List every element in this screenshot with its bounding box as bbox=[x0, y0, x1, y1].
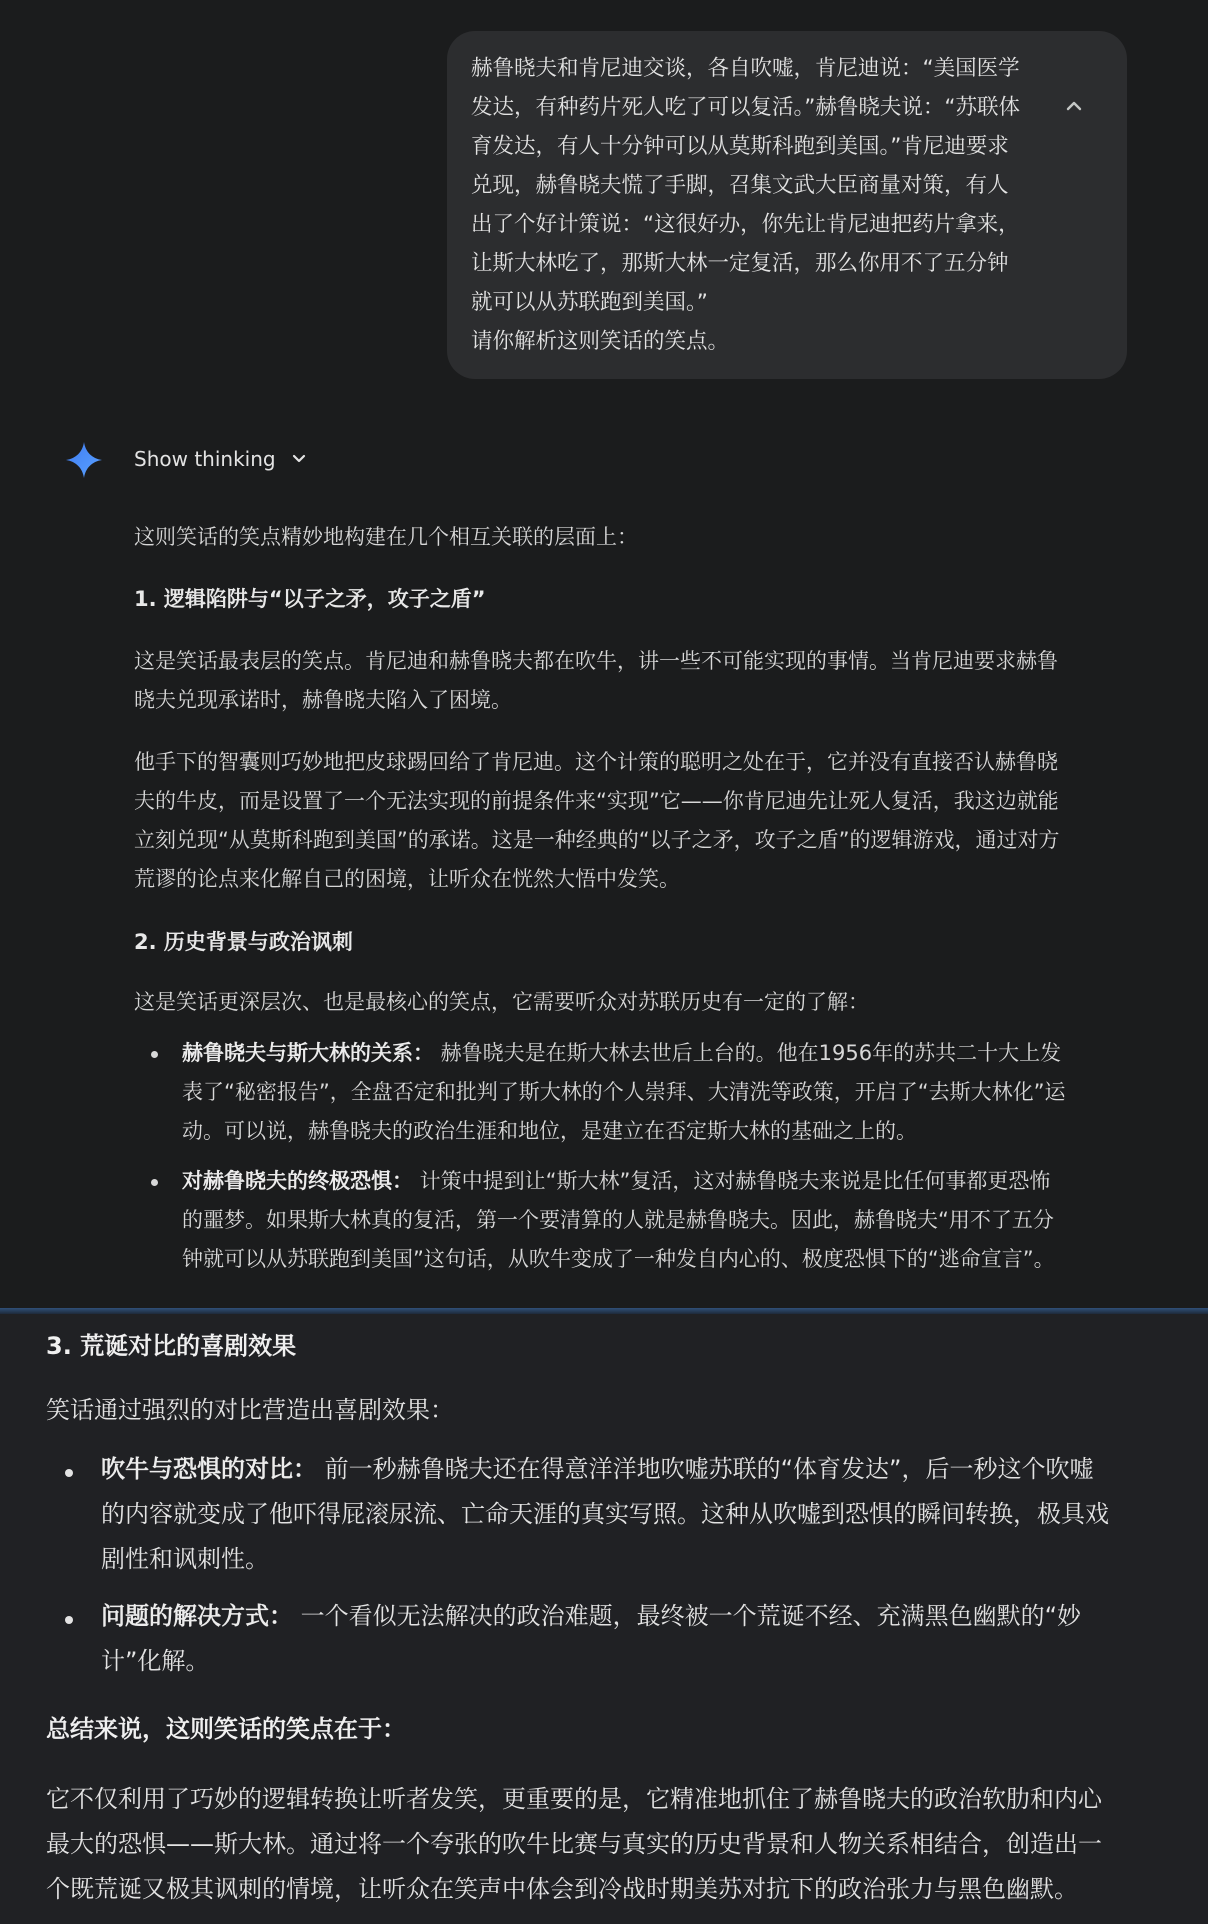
bullet-text: 计策中提到让“斯大林”复活，这对赫鲁晓夫来说是比任何事都更恐怖 bbox=[413, 1169, 1051, 1193]
answer-intro bbox=[134, 518, 1124, 557]
user-message-line: 让斯大林吃了，那斯大林一定复活，那么你用不了五分钟 bbox=[471, 251, 1009, 276]
paragraph-line: 夫的牛皮，而是设置了一个无法实现的前提条件来“实现”它——你肯尼迪先让死人复活，我这边就能 bbox=[134, 789, 1059, 813]
paragraph-line: 个既荒诞又极其讽刺的情境，让听众在笑声中体会到冷战时期美苏对抗下的政治张力与黑色幽默。 bbox=[46, 1875, 1078, 1903]
bullet-text: 动。可以说，赫鲁晓夫的政治生涯和地位，是建立在否定斯大林的基础之上的。 bbox=[182, 1119, 917, 1143]
section2-bullet1 bbox=[182, 1034, 1124, 1151]
bullet-label: 赫鲁晓夫与斯大林的关系： bbox=[182, 1041, 434, 1065]
conversation-bottom bbox=[0, 1314, 1208, 1924]
summary-paragraph bbox=[46, 1777, 1186, 1912]
bullet-text: 剧性和讽刺性。 bbox=[101, 1545, 269, 1573]
user-message-line: 育发达，有人十分钟可以从莫斯科跑到美国。”肯尼迪要求 bbox=[471, 134, 1009, 159]
paragraph-line: 它不仅利用了巧妙的逻辑转换让听者发笑，更重要的是，它精准地抓住了赫鲁晓夫的政治软肋和内心 bbox=[46, 1785, 1102, 1813]
show-thinking-toggle[interactable] bbox=[134, 441, 310, 477]
bullet-icon bbox=[151, 1179, 158, 1186]
bullet-icon bbox=[65, 1469, 73, 1477]
bullet-text: 计”化解。 bbox=[101, 1647, 210, 1675]
user-message-line: 就可以从苏联跑到美国。” bbox=[471, 290, 708, 315]
section3-intro bbox=[46, 1388, 1186, 1433]
bullet-label: 吹牛与恐惧的对比： bbox=[101, 1455, 317, 1483]
answer-intro-text: 这则笑话的笑点精妙地构建在几个相互关联的层面上： bbox=[134, 525, 638, 549]
bullet-text: 一个看似无法解决的政治难题，最终被一个荒诞不经、充满黑色幽默的“妙 bbox=[293, 1602, 1082, 1630]
section1-paragraph2 bbox=[134, 743, 1124, 899]
user-message-bubble bbox=[447, 31, 1127, 379]
paragraph-line: 最大的恐惧——斯大林。通过将一个夸张的吹牛比赛与真实的历史背景和人物关系相结合，创造出一 bbox=[46, 1830, 1102, 1858]
bullet-text: 前一秒赫鲁晓夫还在得意洋洋地吹嘘苏联的“体育发达”，后一秒这个吹嘘 bbox=[317, 1455, 1094, 1483]
paragraph-line: 荒谬的论点来化解自己的困境，让听众在恍然大悟中发笑。 bbox=[134, 867, 680, 891]
bullet-text: 的噩梦。如果斯大林真的复活，第一个要清算的人就是赫鲁晓夫。因此，赫鲁晓夫“用不了五分 bbox=[182, 1208, 1054, 1232]
summary-heading: 总结来说，这则笑话的笑点在于： bbox=[46, 1715, 406, 1743]
bullet-icon bbox=[151, 1051, 158, 1058]
gemini-sparkle-icon bbox=[64, 440, 104, 480]
paragraph-line: 立刻兑现“从莫斯科跑到美国”的承诺。这是一种经典的“以子之矛，攻子之盾”的逻辑游戏，通过对方 bbox=[134, 828, 1060, 852]
section2-bullet2 bbox=[182, 1162, 1124, 1279]
section3-bullet2 bbox=[101, 1594, 1191, 1684]
paragraph-line: 晓夫兑现承诺时，赫鲁晓夫陷入了困境。 bbox=[134, 688, 512, 712]
paragraph-line: 他手下的智囊则巧妙地把皮球踢回给了肯尼迪。这个计策的聪明之处在于，它并没有直接否认赫鲁晓 bbox=[134, 750, 1058, 774]
chevron-up-icon bbox=[1059, 91, 1089, 121]
user-message-line: 请你解析这则笑话的笑点。 bbox=[471, 329, 730, 354]
chevron-down-icon bbox=[288, 448, 310, 470]
collapse-message-button[interactable] bbox=[1059, 91, 1089, 121]
bullet-text: 钟就可以从苏联跑到美国”这句话，从吹牛变成了一种发自内心的、极度恐惧下的“逃命宣言”。 bbox=[182, 1247, 1055, 1271]
paragraph-line: 这是笑话更深层次、也是最核心的笑点，它需要听众对苏联历史有一定的了解： bbox=[134, 990, 869, 1014]
bullet-icon bbox=[65, 1616, 73, 1624]
paragraph-line: 这是笑话最表层的笑点。肯尼迪和赫鲁晓夫都在吹牛，讲一些不可能实现的事情。当肯尼迪要求赫鲁 bbox=[134, 649, 1058, 673]
paragraph-line: 笑话通过强烈的对比营造出喜剧效果： bbox=[46, 1396, 454, 1424]
bullet-label: 对赫鲁晓夫的终极恐惧： bbox=[182, 1169, 413, 1193]
user-message-line: 发达，有种药片死人吃了可以复活。”赫鲁晓夫说：“苏联体 bbox=[471, 95, 1021, 120]
bullet-text: 赫鲁晓夫是在斯大林去世后上台的。他在1956年的苏共二十大上发 bbox=[434, 1041, 1062, 1065]
section2-heading: 2. 历史背景与政治讽刺 bbox=[134, 930, 353, 954]
section2-intro bbox=[134, 983, 1124, 1022]
show-thinking-label: Show thinking bbox=[134, 447, 276, 471]
bullet-text: 的内容就变成了他吓得屁滚尿流、亡命天涯的真实写照。这种从吹嘘到恐惧的瞬间转换，极具戏 bbox=[101, 1500, 1109, 1528]
section1-heading: 1. 逻辑陷阱与“以子之矛，攻子之盾” bbox=[134, 587, 486, 611]
section3-heading: 3. 荒诞对比的喜剧效果 bbox=[46, 1332, 297, 1360]
section1-paragraph1 bbox=[134, 642, 1124, 720]
bullet-label: 问题的解决方式： bbox=[101, 1602, 293, 1630]
user-message-line: 出了个好计策说：“这很好办，你先让肯尼迪把药片拿来， bbox=[471, 212, 1020, 237]
user-message-line: 赫鲁晓夫和肯尼迪交谈，各自吹嘘，肯尼迪说：“美国医学 bbox=[471, 56, 1020, 81]
bullet-text: 表了“秘密报告”，全盘否定和批判了斯大林的个人崇拜、大清洗等政策，开启了“去斯大林化”运 bbox=[182, 1080, 1066, 1104]
user-message-line: 兑现，赫鲁晓夫慌了手脚，召集文武大臣商量对策，有人 bbox=[471, 173, 1009, 198]
section3-bullet1 bbox=[101, 1447, 1191, 1582]
